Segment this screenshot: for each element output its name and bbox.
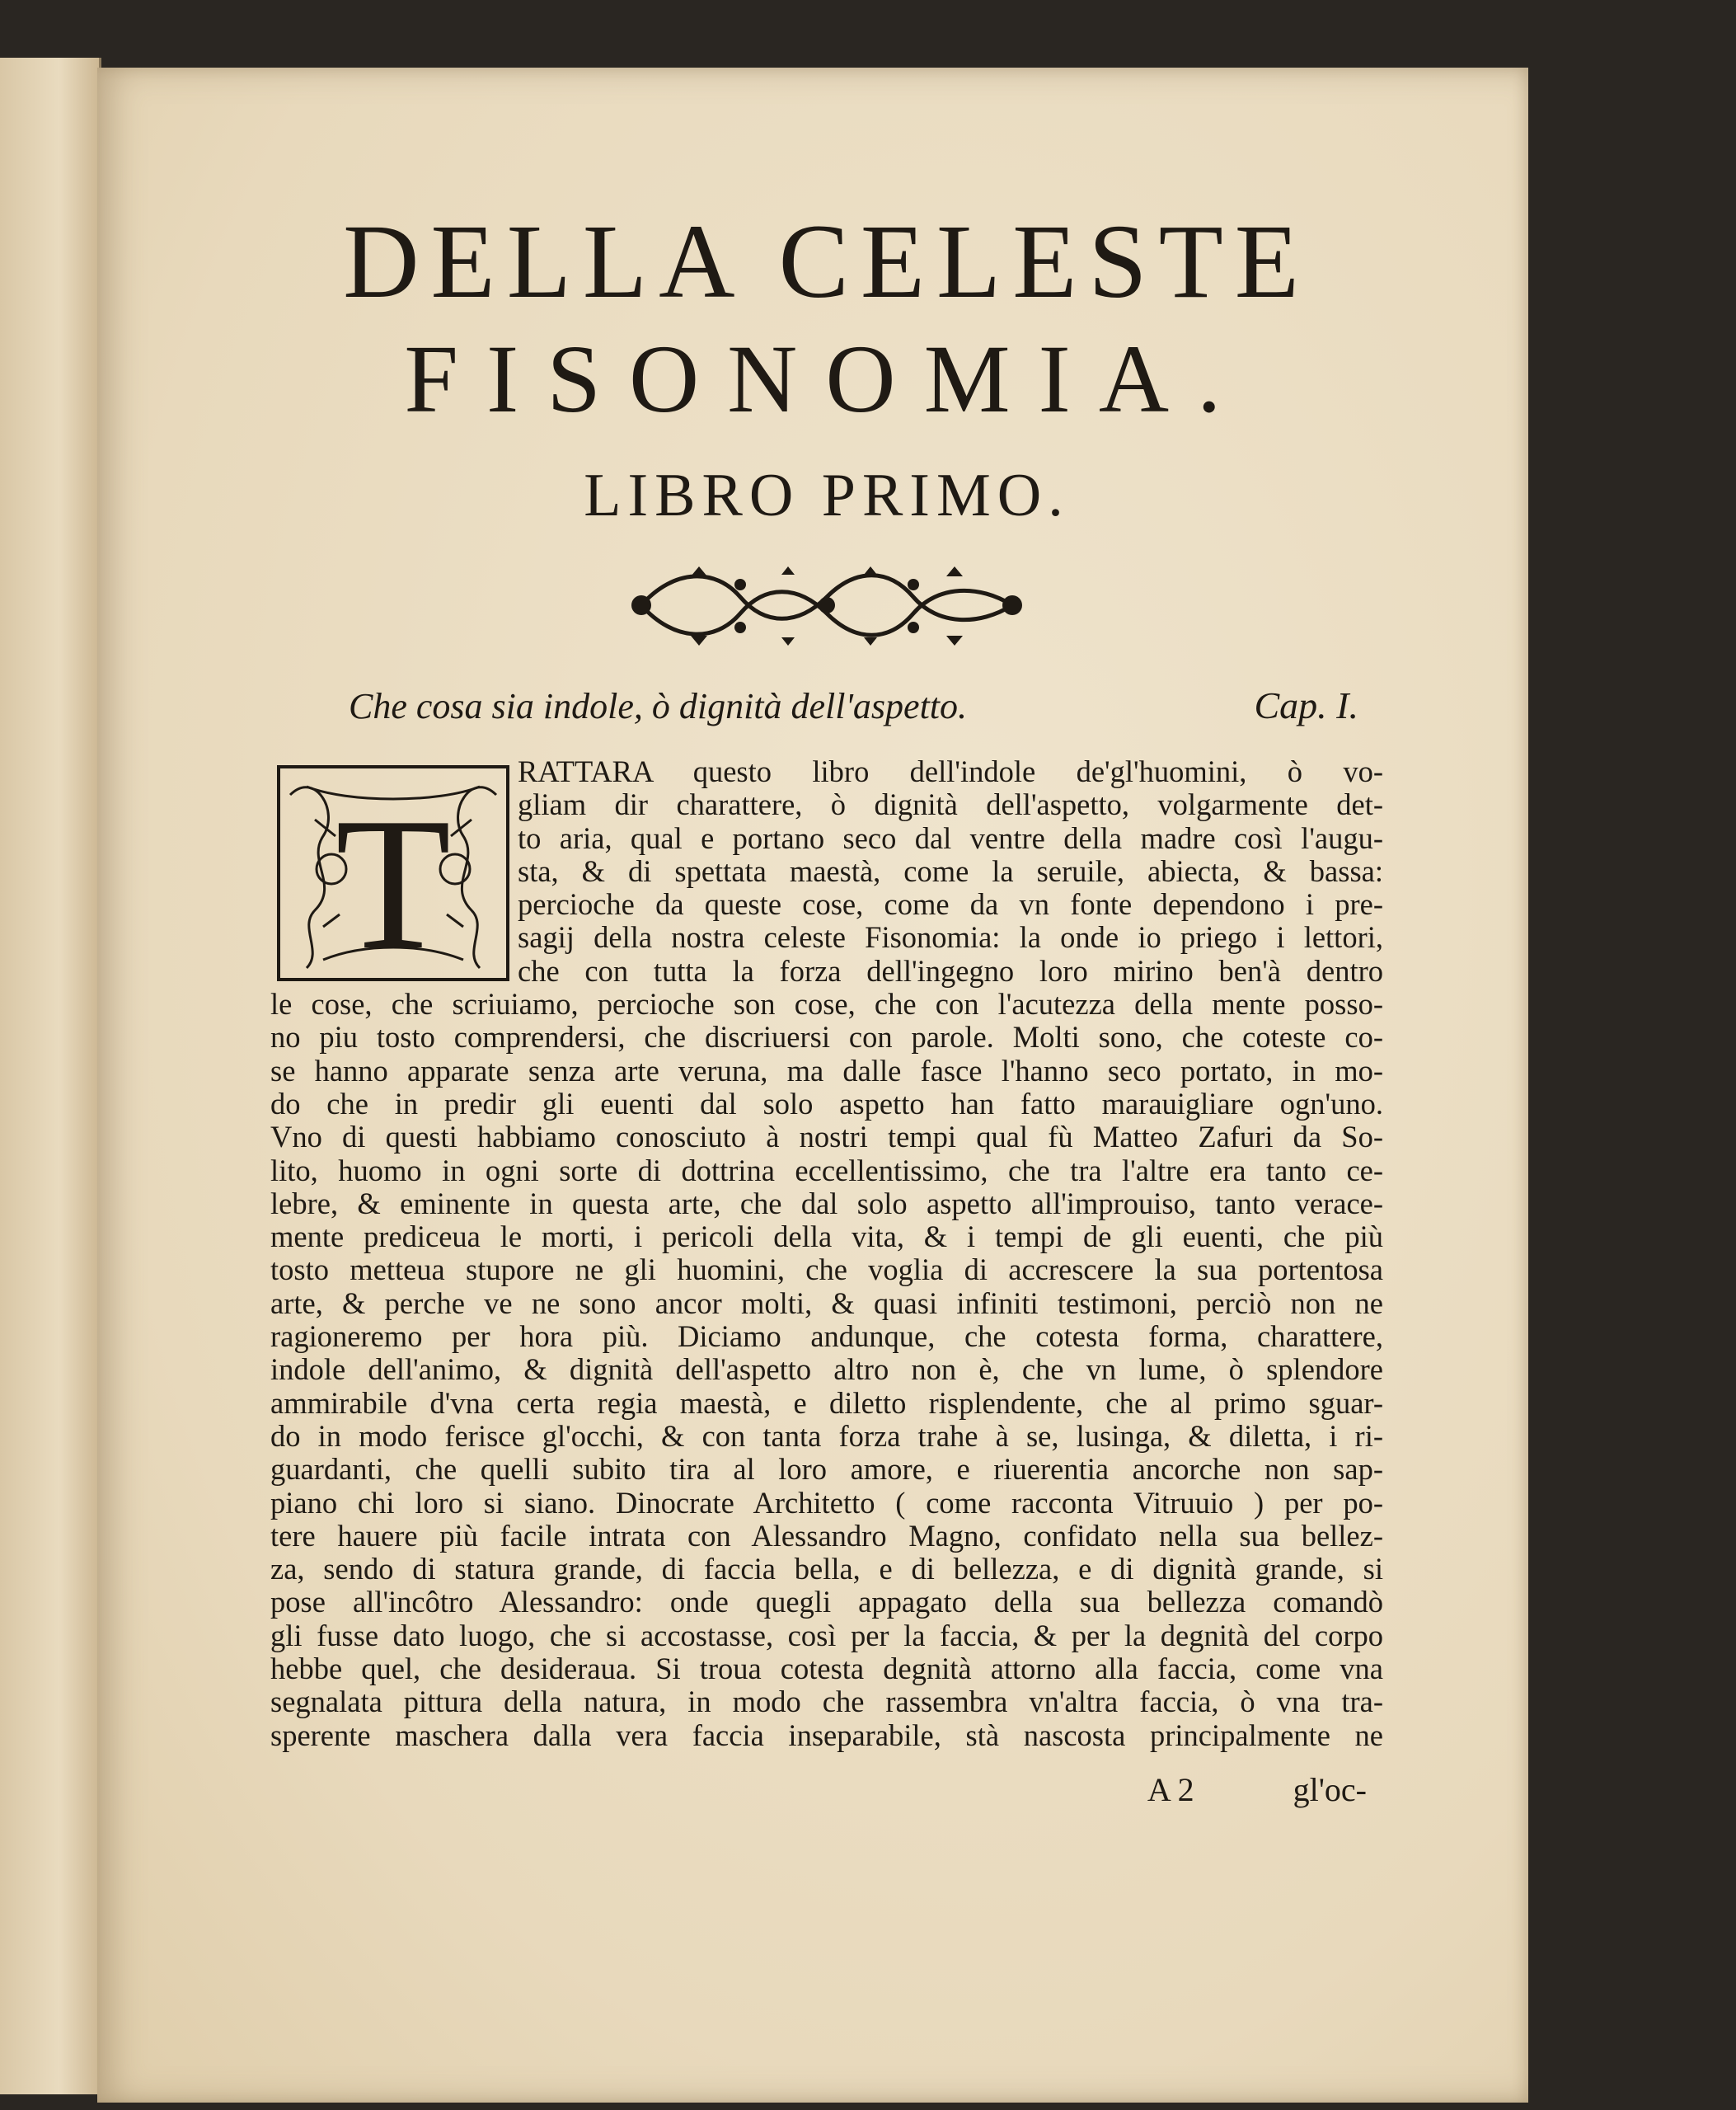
ornament-icon bbox=[625, 560, 1029, 651]
text-line: sta, & di spettata maestà, come la seruile, abiecta, & bassa: bbox=[518, 854, 1383, 888]
decorated-initial-icon bbox=[274, 762, 513, 985]
text-line: gliam dir charattere, ò dignità dell'aspetto, volgarmente det- bbox=[518, 788, 1383, 822]
text-line: no piu tosto comprendersi, che discriuersi con parole. Molti sono, che coteste co- bbox=[270, 1021, 1383, 1055]
drop-cap-letter: T bbox=[335, 778, 452, 985]
text-line: arte, & perche ve ne sono ancor molti, & quasi infiniti testimoni, perciò non ne bbox=[270, 1286, 1383, 1320]
text-line: ammirabile d'vna certa regia maestà, e diletto risplendente, che al primo sguar- bbox=[270, 1386, 1383, 1420]
text-line: percioche da queste cose, come da vn fonte dependono i pre- bbox=[518, 888, 1383, 922]
text-line: Vno di questi habbiamo conosciuto à nostri tempi qual fù Matteo Zafuri da So- bbox=[270, 1121, 1383, 1154]
body-block bbox=[270, 755, 1383, 1752]
text-line: za, sendo di statura grande, di faccia bella, e di bellezza, e di dignità grande, si bbox=[270, 1553, 1383, 1586]
text-line: mente prediceua le morti, i pericoli della vita, & i tempi de gli euenti, che più bbox=[270, 1220, 1383, 1254]
catchword: gl'oc- bbox=[1293, 1770, 1367, 1808]
text-line: RATTARA questo libro dell'indole de'gl'huomini, ò vo- bbox=[518, 755, 1383, 788]
page-footer bbox=[270, 1770, 1383, 1809]
chapter-title: Che cosa sia indole, ò dignità dell'aspetto. bbox=[349, 686, 968, 726]
text-line: guardanti, che quelli subito tira al loro amore, e riuerentia ancorche non sap- bbox=[270, 1453, 1383, 1487]
chapter-number: Cap. I. bbox=[1254, 684, 1358, 726]
text-line: tosto metteua stupore ne gli huomini, che voglia di accrescere la sua portentosa bbox=[270, 1253, 1383, 1287]
text-line: tere hauere più facile intrata con Alessandro Magno, confidato nella sua bellez- bbox=[270, 1519, 1383, 1553]
text-line: hebbe quel, che desideraua. Si troua cotesta degnità attorno alla faccia, come vna bbox=[270, 1652, 1383, 1686]
text-line: lebre, & eminente in questa arte, che dal solo aspetto all'improuiso, tanto verace- bbox=[270, 1187, 1383, 1220]
text-line: segnalata pittura della natura, in modo che rassembra vn'altra faccia, ò vna tra- bbox=[270, 1685, 1383, 1719]
text-line: do che in predir gli euenti dal solo aspetto han fatto marauigliare ogn'uno. bbox=[270, 1087, 1383, 1121]
page-content bbox=[270, 204, 1383, 1809]
text-line: pose all'incôtro Alessandro: onde quegli appagato della sua bellezza comandò bbox=[270, 1586, 1383, 1619]
title-line-2: FISONOMIA. bbox=[404, 325, 1250, 433]
text-line: sperente maschera dalla vera faccia inseparabile, stà nascosta principalmente ne bbox=[270, 1718, 1383, 1752]
text-line: do in modo ferisce gl'occhi, & con tanta forza trahe à se, lusinga, & diletta, i ri- bbox=[270, 1419, 1383, 1453]
text-line: se hanno apparate senza arte veruna, ma dalle fasce l'hanno seco portato, in mo- bbox=[270, 1054, 1383, 1088]
title-line-3: LIBRO PRIMO. bbox=[584, 462, 1070, 529]
text-line: le cose, che scriuiamo, percioche son cose, che con l'acutezza della mente posso- bbox=[270, 988, 1383, 1022]
text-line: gli fusse dato luogo, che si accostasse, così per la faccia, & per la degnità del corpo bbox=[270, 1619, 1383, 1652]
text-line: che con tutta la forza dell'ingegno loro mirino ben'à dentro bbox=[518, 954, 1383, 988]
text-line: ragioneremo per hora più. Diciamo andunque, che cotesta forma, charattere, bbox=[270, 1320, 1383, 1354]
text-line: lito, huomo in ogni sorte di dottrina eccellentissimo, che tra l'altre era tanto ce- bbox=[270, 1154, 1383, 1187]
signature-mark: A 2 bbox=[1147, 1770, 1194, 1808]
title-line-1: DELLA CELESTE bbox=[343, 203, 1311, 320]
chapter-heading bbox=[349, 684, 1358, 727]
text-line: to aria, qual e portano seco dal ventre della madre così l'augu- bbox=[518, 821, 1383, 855]
text-line: sagij della nostra celeste Fisonomia: la onde io priego i lettori, bbox=[518, 921, 1383, 955]
left-page-edge bbox=[0, 58, 101, 2094]
book-page bbox=[97, 68, 1528, 2103]
text-line: indole dell'animo, & dignità dell'aspetto altro non è, che vn lume, ò splendore bbox=[270, 1353, 1383, 1387]
text-line: piano chi loro si siano. Dinocrate Architetto ( come racconta Vitruuio ) per po- bbox=[270, 1486, 1383, 1520]
